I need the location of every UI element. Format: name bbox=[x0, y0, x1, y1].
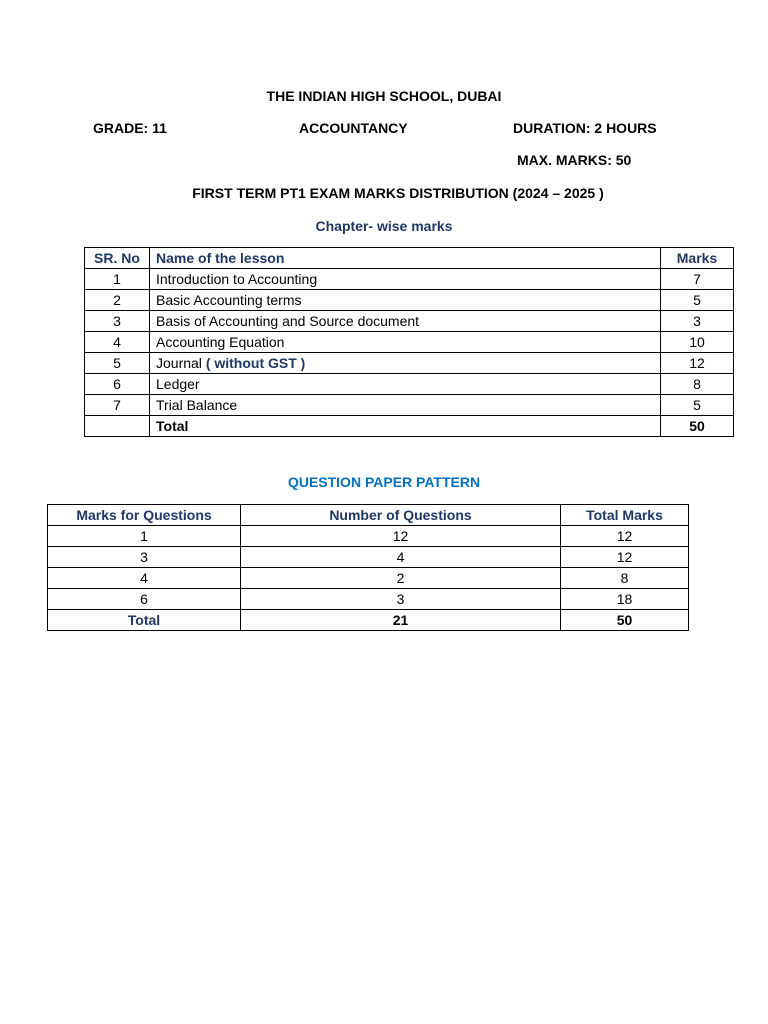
sr-cell: 6 bbox=[85, 374, 150, 395]
count-cell: 4 bbox=[241, 547, 561, 568]
total-cell: 8 bbox=[561, 568, 689, 589]
sr-cell: 7 bbox=[85, 395, 150, 416]
question-pattern-heading: QUESTION PAPER PATTERN bbox=[287, 474, 481, 490]
column-header-sr: SR. No bbox=[85, 248, 150, 269]
marks-cell: 1 bbox=[48, 526, 241, 547]
marks-cell: 10 bbox=[661, 332, 734, 353]
sr-cell: 5 bbox=[85, 353, 150, 374]
count-cell: 12 bbox=[241, 526, 561, 547]
question-pattern-table bbox=[47, 504, 689, 631]
sr-cell: 1 bbox=[85, 269, 150, 290]
marks-cell: 12 bbox=[661, 353, 734, 374]
total-marks-cell: 50 bbox=[561, 610, 689, 631]
column-header-number-of-questions: Number of Questions bbox=[241, 505, 561, 526]
total-label-cell: Total bbox=[150, 416, 661, 437]
total-count-cell: 21 bbox=[241, 610, 561, 631]
sr-cell: 2 bbox=[85, 290, 150, 311]
empty-cell bbox=[85, 416, 150, 437]
total-cell: 12 bbox=[561, 526, 689, 547]
total-marks-cell: 50 bbox=[661, 416, 734, 437]
table-row bbox=[48, 547, 689, 568]
count-cell: 3 bbox=[241, 589, 561, 610]
marks-cell: 4 bbox=[48, 568, 241, 589]
lesson-cell: Introduction to Accounting bbox=[150, 269, 661, 290]
marks-cell: 8 bbox=[661, 374, 734, 395]
table-row bbox=[85, 311, 734, 332]
lesson-cell: Accounting Equation bbox=[150, 332, 661, 353]
lesson-name: Journal bbox=[156, 355, 202, 371]
table-header-row bbox=[85, 248, 734, 269]
max-marks-label: MAX. MARKS: 50 bbox=[517, 152, 632, 168]
table-row bbox=[85, 269, 734, 290]
grade-label: GRADE: 11 bbox=[93, 120, 167, 136]
column-header-total-marks: Total Marks bbox=[561, 505, 689, 526]
table-row bbox=[48, 589, 689, 610]
table-header-row bbox=[48, 505, 689, 526]
table-row bbox=[85, 395, 734, 416]
total-label-cell: Total bbox=[48, 610, 241, 631]
marks-cell: 3 bbox=[661, 311, 734, 332]
count-cell: 2 bbox=[241, 568, 561, 589]
exam-title: FIRST TERM PT1 EXAM MARKS DISTRIBUTION (2024 – 2025 ) bbox=[192, 185, 604, 201]
lesson-cell: Basic Accounting terms bbox=[150, 290, 661, 311]
marks-cell: 7 bbox=[661, 269, 734, 290]
table-total-row bbox=[85, 416, 734, 437]
subject-label: ACCOUNTANCY bbox=[299, 120, 408, 136]
column-header-marks-for-questions: Marks for Questions bbox=[48, 505, 241, 526]
table-row bbox=[48, 526, 689, 547]
table-row bbox=[85, 374, 734, 395]
duration-label: DURATION: 2 HOURS bbox=[513, 120, 657, 136]
total-cell: 12 bbox=[561, 547, 689, 568]
table-total-row bbox=[48, 610, 689, 631]
table-row bbox=[85, 353, 734, 374]
lesson-note: ( without GST ) bbox=[205, 355, 306, 371]
marks-cell: 3 bbox=[48, 547, 241, 568]
sr-cell: 3 bbox=[85, 311, 150, 332]
table-row bbox=[48, 568, 689, 589]
lesson-cell: Trial Balance bbox=[150, 395, 661, 416]
column-header-marks: Marks bbox=[661, 248, 734, 269]
table-row bbox=[85, 332, 734, 353]
marks-cell: 5 bbox=[661, 395, 734, 416]
table-row bbox=[85, 290, 734, 311]
column-header-lesson: Name of the lesson bbox=[150, 248, 661, 269]
lesson-cell: Basis of Accounting and Source document bbox=[150, 311, 661, 332]
chapter-heading: Chapter- wise marks bbox=[315, 218, 453, 234]
marks-cell: 6 bbox=[48, 589, 241, 610]
school-name: THE INDIAN HIGH SCHOOL, DUBAI bbox=[266, 88, 502, 104]
marks-cell: 5 bbox=[661, 290, 734, 311]
lesson-cell bbox=[150, 353, 661, 374]
chapter-marks-table bbox=[84, 247, 734, 437]
sr-cell: 4 bbox=[85, 332, 150, 353]
total-cell: 18 bbox=[561, 589, 689, 610]
lesson-cell: Ledger bbox=[150, 374, 661, 395]
